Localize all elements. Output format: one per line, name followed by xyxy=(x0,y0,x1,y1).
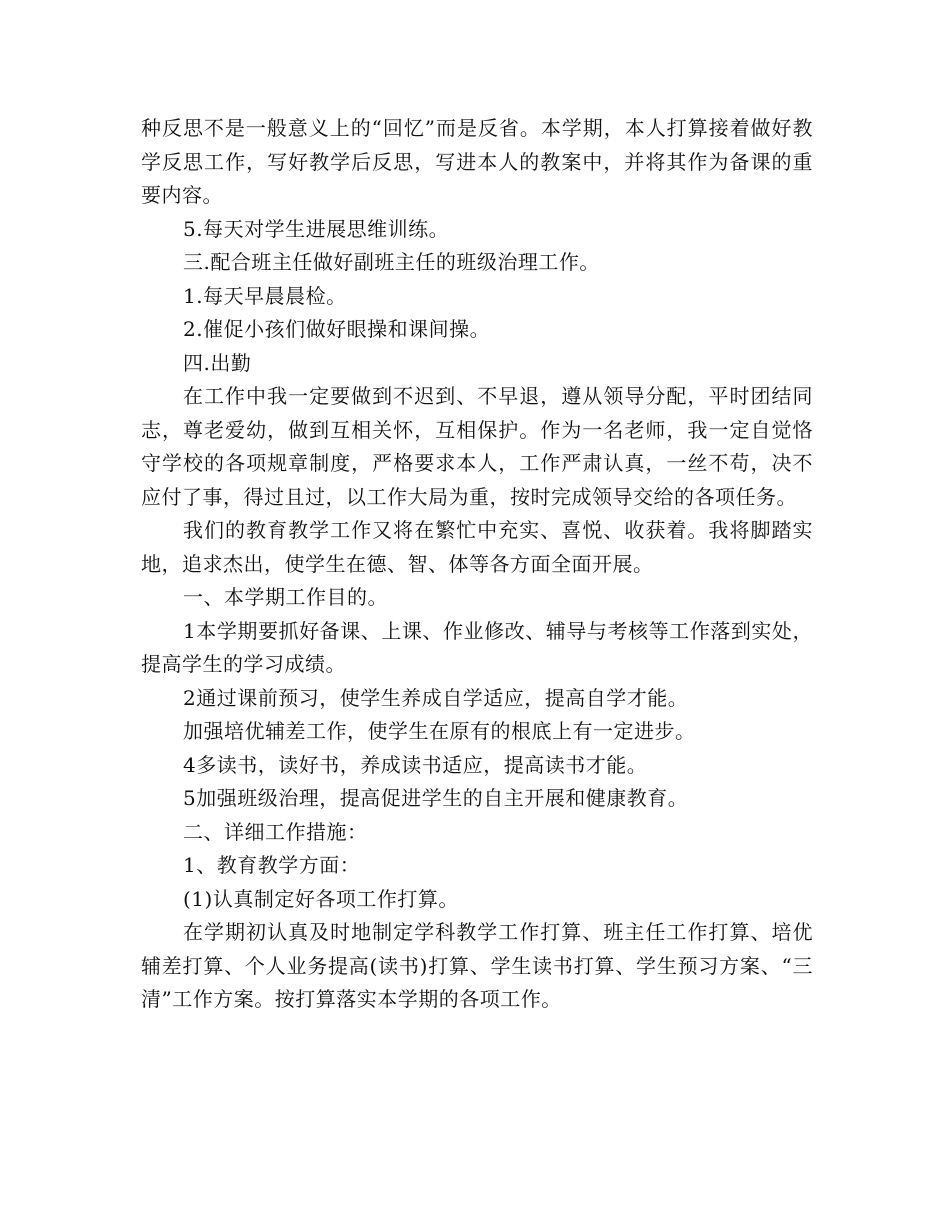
paragraph-12: 加强培优辅差工作，使学生在原有的根底上有一定进步。 xyxy=(183,719,696,743)
paragraph-11: 2通过课前预习，使学生养成自学适应，提高自学才能。 xyxy=(183,685,689,710)
paragraph-15: 二、详细工作措施： xyxy=(183,819,368,844)
paragraph-18: 在学期初认真及时地制定学科教学工作打算、班主任工作打算、培优辅差打算、个人业务提高(读书)打算、学生读书打算、学生预习方案、“三清”工作方案。按打算落实本学期的各项工作。 xyxy=(141,920,813,1011)
document-body xyxy=(141,112,813,1017)
paragraph-8: 我们的教育教学工作又将在繁忙中充实、喜悦、收获着。我将脚踏实地，追求杰出，使学生在德、智、体等各方面全面开展。 xyxy=(141,518,813,576)
paragraph-9: 一、本学期工作目的。 xyxy=(183,585,388,609)
paragraph-14: 5加强班级治理，提高促进学生的自主开展和健康教育。 xyxy=(183,786,689,810)
paragraph-5: 2.催促小孩们做好眼操和课间操。 xyxy=(183,317,491,341)
paragraph-16: 1、教育教学方面： xyxy=(183,853,361,877)
paragraph-4: 1.每天早晨晨检。 xyxy=(183,283,347,308)
paragraph-13: 4多读书，读好书，养成读书适应，提高读书才能。 xyxy=(183,752,648,777)
paragraph-10: 1本学期要抓好备课、上课、作业修改、辅导与考核等工作落到实处，提高学生的学习成绩。 xyxy=(141,618,813,676)
paragraph-6: 四.出勤 xyxy=(183,350,252,375)
paragraph-17: (1)认真制定好各项工作打算。 xyxy=(183,886,459,911)
paragraph-7: 在工作中我一定要做到不迟到、不早退，遵从领导分配，平时团结同志，尊老爱幼，做到互相关怀，互相保护。作为一名老师，我一定自觉恪守学校的各项规章制度，严格要求本人，工作严肃认真，一丝不苟，决不应付了事，得过且过，以工作大局为重，按时完成领导交给的各项任务。 xyxy=(141,384,813,509)
paragraph-3: 三.配合班主任做好副班主任的班级治理工作。 xyxy=(183,250,600,274)
paragraph-1: 种反思不是一般意义上的“回忆”而是反省。本学期，本人打算接着做好教学反思工作，写好教学后反思，写进本人的教案中，并将其作为备课的重要内容。 xyxy=(141,116,813,207)
paragraph-2: 5.每天对学生进展思维训练。 xyxy=(183,216,450,241)
